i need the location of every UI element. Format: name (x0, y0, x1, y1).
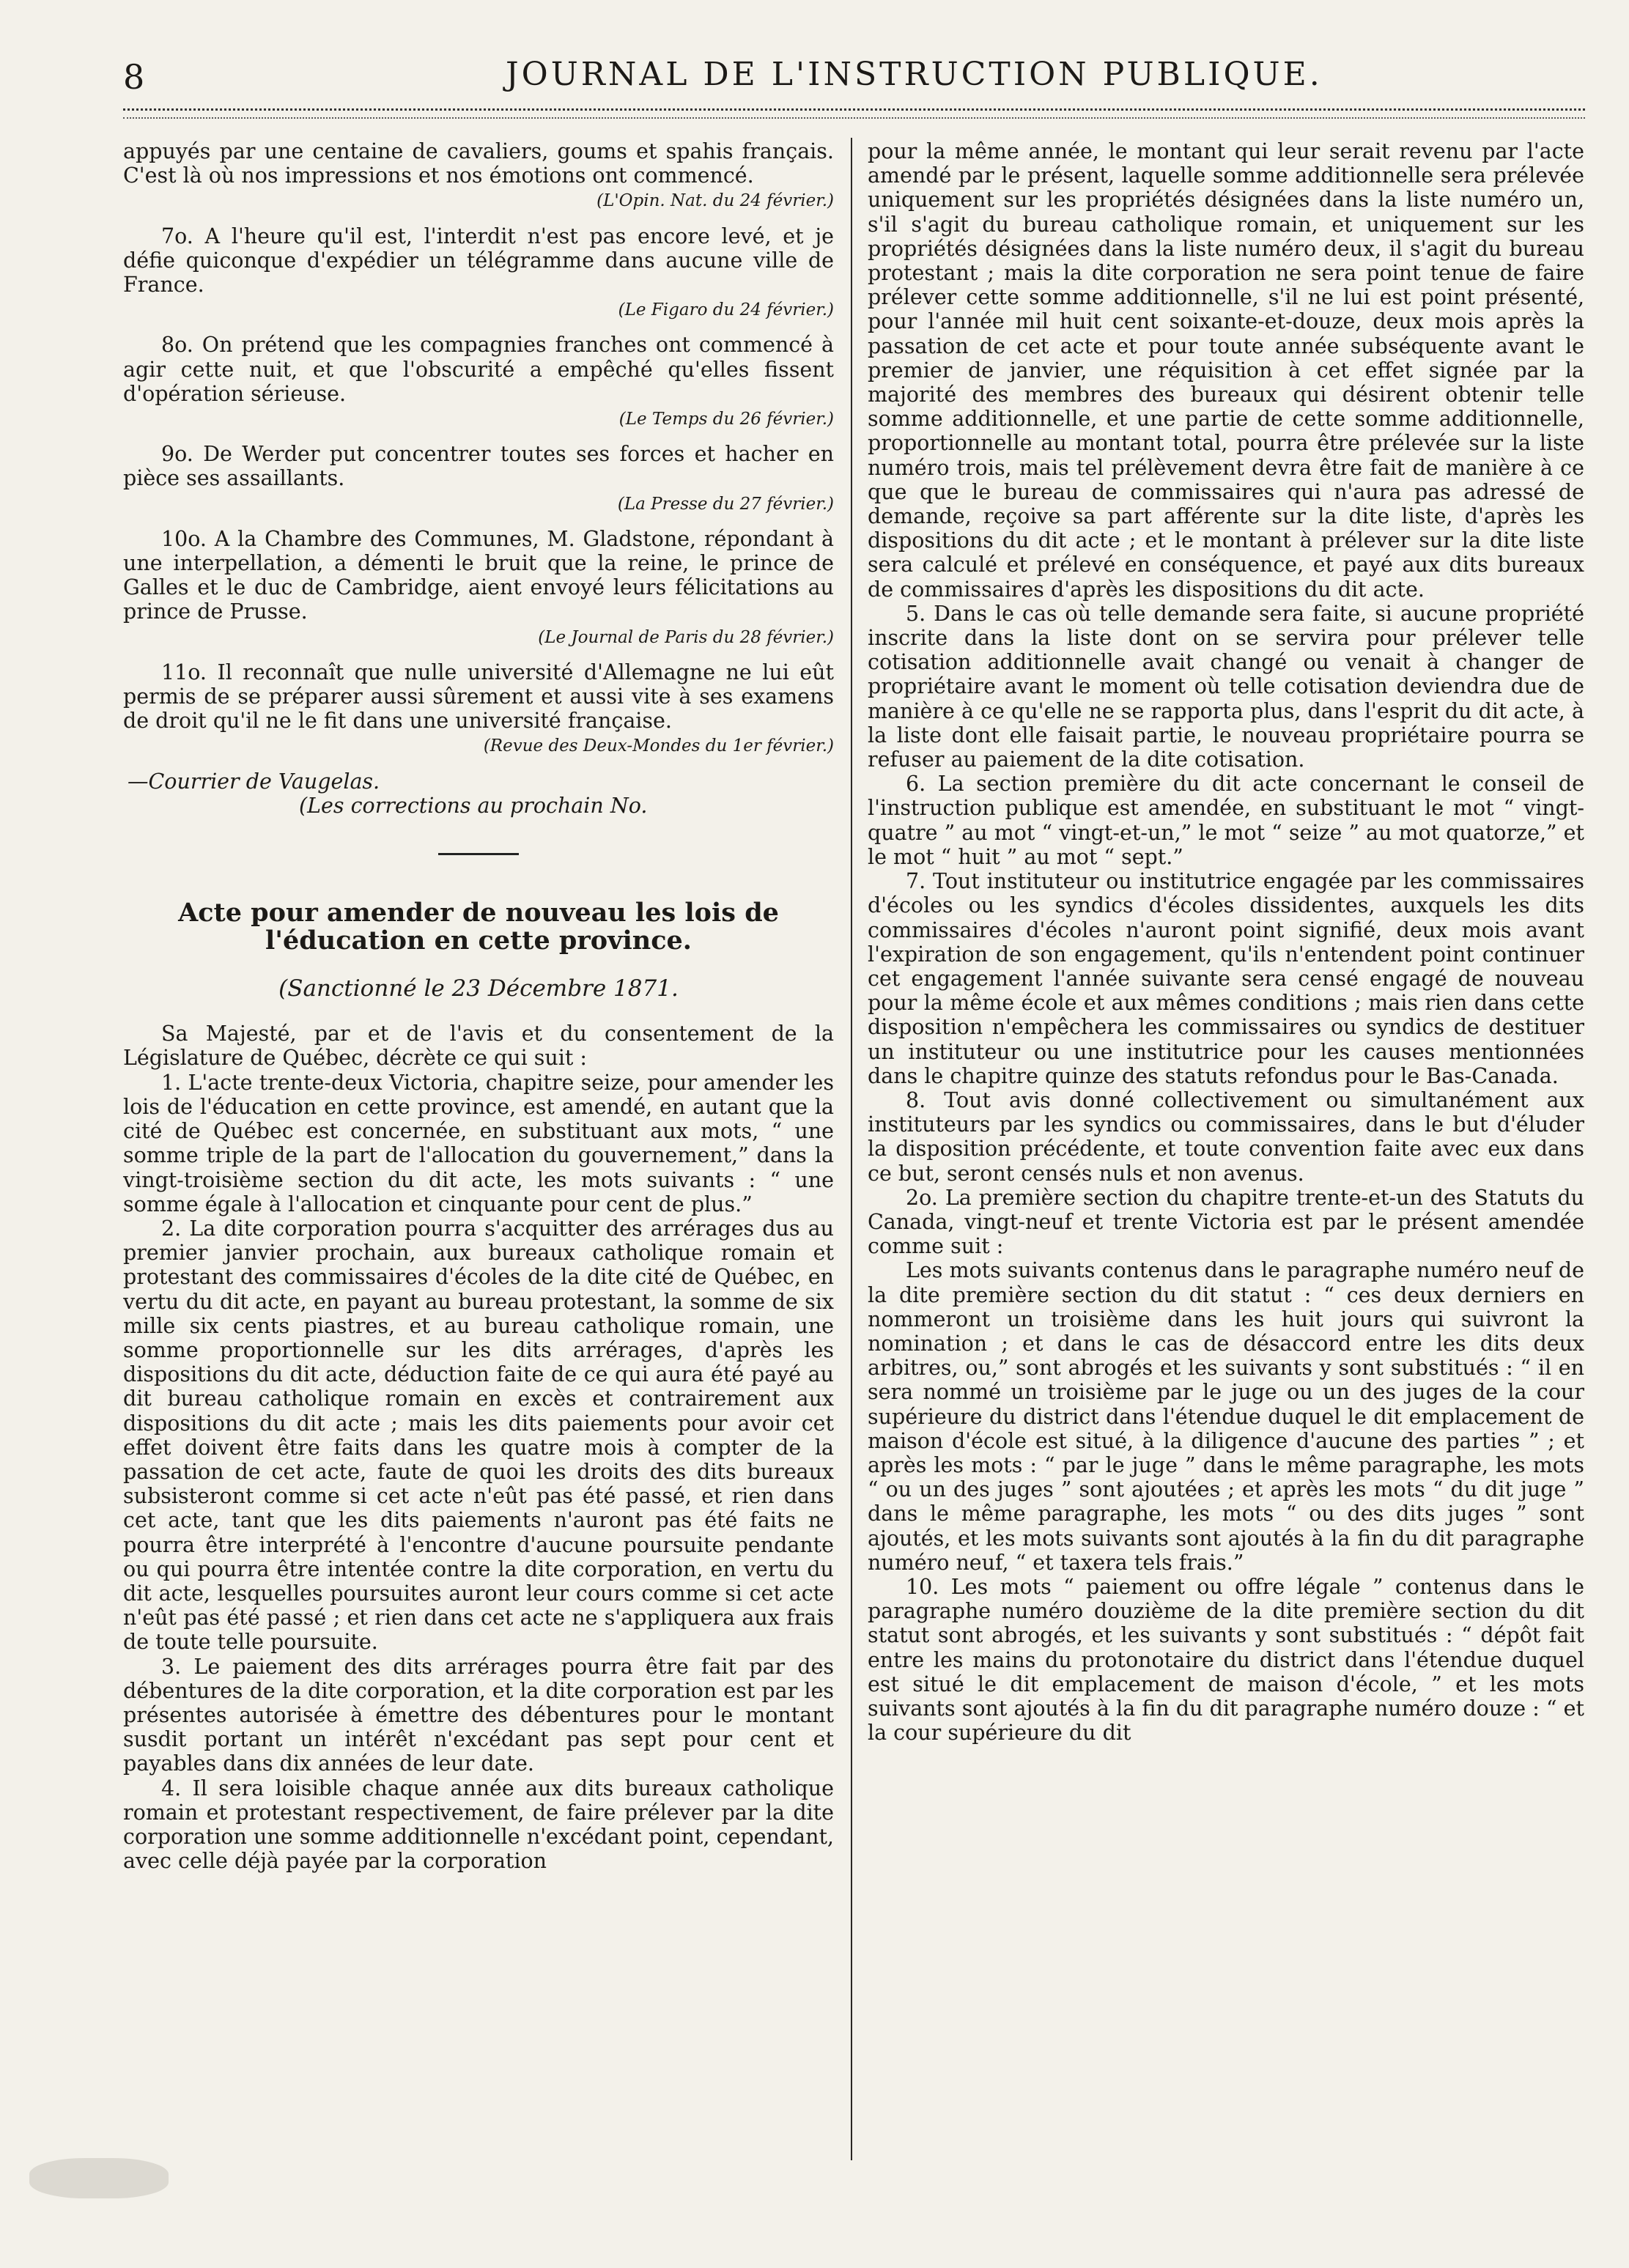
example-citation: (Le Temps du 26 février.) (618, 410, 834, 429)
example-citation: (Le Journal de Paris du 28 février.) (538, 627, 834, 647)
act-title: Acte pour amender de nouveau les lois de l'éducation en cette province. (178, 898, 779, 956)
sanction-date: (Sanctionné le 23 Décembre 1871. (278, 975, 679, 1002)
act-paragraph: 3. Le paiement des dits arrérages pourra être fait par des débentures de la dite corporation, et la dite corporation est par les présentes autorisée à émettre des débentures pour le montant susdit portant un intérêt n'excédant pas sept pour cent et payables dans dix années de leur date. (123, 1654, 834, 1776)
act-paragraph: Sa Majesté, par et de l'avis et du consentement de la Législature de Québec, décrète ce qui suit : (123, 1022, 834, 1071)
example-citation: (Revue des Deux-Mondes du 1er février.) (483, 736, 834, 756)
running-title: JOURNAL DE L'INSTRUCTION PUBLIQUE. (506, 56, 1323, 93)
intro-paragraph: appuyés par une centaine de cavaliers, goums et spahis français. C'est là où nos impressions et nos émotions ont commencé. (123, 139, 834, 188)
page-number: 8 (123, 57, 145, 97)
act-paragraph: Les mots suivants contenus dans le paragraphe numéro neuf de la dite première section du dit statut : “ ces deux derniers en nommeront un troisième dans les huit jours qui suivront la nomination ; et dans le cas de désaccord entre les dits deux arbitres, ou,” sont abrogés et les suivants y sont substitués : “ il en sera nommé un troisième par le juge ou un des juges de la cour supérieure du district dans l'étendue duquel le dit emplacement de maison d'école est situé, à la diligence d'aucune des parties ” ; et après les mots : “ par le juge ” dans le même paragraphe, les mots “ ou un des juges ” sont ajoutées ; et après les mots “ du dit juge ” dans le même paragraphe, les mots “ ou des dits juges ” sont ajoutés, et les mots suivants sont ajoutés à la fin du dit paragraphe numéro neuf, “ et taxera tels frais.” (868, 1258, 1584, 1575)
header-rule-secondary (123, 117, 1585, 119)
act-paragraph: 5. Dans le cas où telle demande sera faite, si aucune propriété inscrite dans la liste dont on se servira pour prélever telle cotisation additionnelle avait changé ou venait à changer de propriétaire avant le moment où telle cotisation deviendra due de manière à ce qu'elle ne se rapporta plus, dans l'esprit du dit acte, à la liste dont elle faisait partie, le nouveau propriétaire pourra se refuser au paiement de la dite cotisation. (868, 601, 1584, 772)
act-paragraph: 4. Il sera loisible chaque année aux dits bureaux catholique romain et protestant respectivement, de faire prélever par la dite corporation une somme additionnelle n'excédant point, cependant, avec celle déjà payée par la corporation (123, 1776, 834, 1874)
intro-citation: (L'Opin. Nat. du 24 février.) (596, 191, 834, 211)
act-paragraph: pour la même année, le montant qui leur serait revenu par l'acte amendé par le présent, laquelle somme additionnelle sera prélevée uniquement sur les propriétés désignées dans la liste numéro un, s'il s'agit du bureau catholique romain, et uniquement sur les propriétés désignées dans la liste numéro deux, il s'agit du bureau protestant ; mais la dite corporation ne sera point tenue de faire prélever cette somme additionnelle, s'il ne lui est point présenté, pour l'année mil huit cent soixante-et-douze, deux mois après la passation de cet acte et pour toute année subséquente avant le premier de janvier, une réquisition à cet effet signée par la majorité des membres des bureaux qui désirent obtenir telle somme additionnelle, et une partie de cette somme additionnelle, proportionnelle au montant total, pourra être prélevée sur la liste numéro trois, mais tel prélèvement devra être fait de manière à ce que que le bureau de commissaires qui n'aura pas adressé de demande, reçoive sa part afférente sur la dite liste, d'après les dispositions du dit acte ; et le montant à prélever sur la dite liste sera calculé et prélevé en conséquence, et payé aux dits bureaux de commissaires d'après les dispositions du dit acte. (868, 139, 1584, 602)
right-column (868, 139, 1584, 2176)
header-rule (123, 108, 1585, 111)
act-paragraph: 2o. La première section du chapitre trente-et-un des Statuts du Canada, vingt-neuf et trente Victoria est par le présent amendée comme suit : (868, 1185, 1584, 1259)
act-paragraph: 8. Tout avis donné collectivement ou simultanément aux instituteurs par les syndics ou commissaires, dans le but d'éluder la disposition précédente, et toute convention faite avec eux dans ce but, seront censés nuls et non avenus. (868, 1087, 1584, 1186)
example-item: 8o. On prétend que les compagnies franches ont commencé à agir cette nuit, et que l'obscurité a empêché qu'elles fissent d'opération sérieuse. (123, 333, 834, 406)
left-column (123, 139, 834, 2176)
corrections-note: (Les corrections au prochain No. (299, 793, 648, 818)
example-item: 10o. A la Chambre des Communes, M. Gladstone, répondant à une interpellation, a démenti le bruit que la reine, le prince de Galles et le duc de Cambridge, aient envoyé leurs félicitations au prince de Prusse. (123, 526, 834, 624)
example-citation: (Le Figaro du 24 février.) (618, 300, 834, 320)
example-item: 11o. Il reconnaît que nulle université d'Allemagne ne lui eût permis de se préparer aussi sûrement et aussi vite à ses examens de droit qu'il ne le fit dans une université française. (123, 660, 834, 734)
example-citation: (La Presse du 27 février.) (617, 494, 834, 514)
column-divider (851, 138, 852, 2160)
act-paragraph: 2. La dite corporation pourra s'acquitter des arrérages dus au premier janvier prochain, aux bureaux catholique romain et protestant des commissaires d'écoles de la dite cité de Québec, en vertu du dit acte, en payant au bureau protestant, la somme de six mille six cents piastres, et au bureau catholique romain, une somme proportionnelle sur les dits arrérages, d'après les dispositions du dit acte, déduction faite de ce qui aura été payé au dit bureau catholique romain en excès et contrairement aux dispositions du dit acte ; mais les dits paiements pour avoir cet effet doivent être faits dans les quatre mois à compter de la passation de cet acte, faute de quoi les droits des dits bureaux subsisteront comme si cet acte n'eût pas été passé, et rien dans cet acte, tant que les dits paiements n'auront pas été faits ne pourra être interprété à l'encontre d'aucune poursuite pendante ou qui pourra être intentée contre la dite corporation, en vertu du dit acte, lesquelles poursuites auront leur cours comme si cet acte n'eût pas été passé ; et rien dans cet acte ne s'appliquera aux frais de toute telle poursuite. (123, 1216, 834, 1655)
print-smudge (29, 2158, 169, 2198)
section-divider (438, 853, 519, 855)
act-paragraph: 1. L'acte trente-deux Victoria, chapitre seize, pour amender les lois de l'éducation en cette province, est amendé, en autant que la cité de Québec est concernée, en substituant aux mots, “ une somme triple de la part de l'allocation du gouvernement,” dans la vingt-troisième section du dit acte, les mots suivants : “ une somme égale à l'allocation et cinquante pour cent de plus.” (123, 1070, 834, 1216)
signature: —Courrier de Vaugelas. (128, 769, 380, 794)
act-paragraph: 7. Tout instituteur ou institutrice engagée par les commissaires d'écoles ou les syndics d'écoles dissidentes, auxquels les dits commissaires d'écoles n'auront point signifié, deux mois avant l'expiration de son engagement, qu'ils n'entendent point continuer cet engagement l'année suivante sera censé engagé de nouveau pour la même école et aux mêmes conditions ; mais rien dans cette disposition n'empêchera les commissaires ou syndics de destituer un instituteur ou une institutrice pour les causes mentionnées dans le chapitre quinze des statuts refondus pour le Bas-Canada. (868, 869, 1584, 1088)
example-item: 9o. De Werder put concentrer toutes ses forces et hacher en pièce ses assaillants. (123, 442, 834, 491)
act-paragraph: 6. La section première du dit acte concernant le conseil de l'instruction publique est amendée, en substituant le mot “ vingt-quatre ” au mot “ vingt-et-un,” le mot “ seize ” au mot quatorze,” et le mot “ huit ” au mot “ sept.” (868, 772, 1584, 869)
act-paragraph: 10. Les mots “ paiement ou offre légale ” contenus dans le paragraphe numéro douzième de la dite première section du dit statut sont abrogés, et les suivants y sont substitués : “ dépôt fait entre les mains du protonotaire du district dans l'étendue duquel est situé le dit emplacement de maison d'école, ” et les mots suivants sont ajoutés à la fin du dit paragraphe numéro douze : “ et la cour supérieure du dit (868, 1574, 1584, 1746)
example-item: 7o. A l'heure qu'il est, l'interdit n'est pas encore levé, et je défie quiconque d'expédier un télégramme dans aucune ville de France. (123, 224, 834, 298)
